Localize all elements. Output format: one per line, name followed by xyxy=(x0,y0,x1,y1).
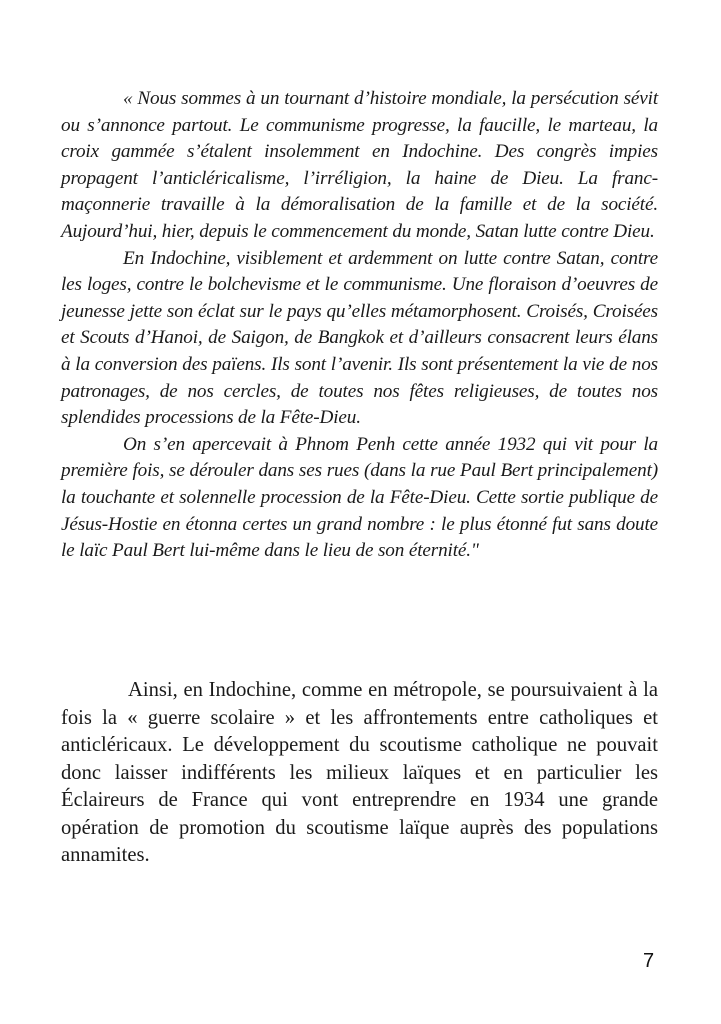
body-text-block xyxy=(61,677,658,870)
quote-paragraph-3: On s’en apercevait à Phnom Penh cette année 1932 qui vit pour la première fois, se dérouler dans ses rues (dans la rue Paul Bert principalement) la touchante et solennelle procession de la Fête-Dieu. Cette sortie publique de Jésus-Hostie en étonna certes un grand nombre : le plus étonné fut sans doute le laïc Paul Bert lui-même dans le lieu de son éternité." xyxy=(61,433,658,562)
quotation-block xyxy=(61,86,658,565)
quote-paragraph-1: « Nous sommes à un tournant d’histoire mondiale, la persécution sévit ou s’annonce partout. Le communisme progresse, la faucille, le marteau, la croix gammée s’étalent insolemment en Indochine. Des congrès impies propagent l’anticléricalisme, l’irréligion, la haine de Dieu. La franc-maçonnerie travaille à la démoralisation de la famille et de la société. Aujourd’hui, hier, depuis le commencement du monde, Satan lutte contre Dieu. xyxy=(61,88,658,242)
body-paragraph-1: Ainsi, en Indochine, comme en métropole, se poursuivaient à la fois la « guerre scolaire » et les affrontements entre catholiques et anticléricaux. Le développement du scoutisme catholique ne pouvait donc laisser indifférents les milieux laïques et en particulier les Éclaireurs de France qui vont entreprendre en 1934 une grande opération de promotion du scoutisme laïque auprès des populations annamites. xyxy=(61,679,658,866)
quote-paragraph-2: En Indochine, visiblement et ardemment on lutte contre Satan, contre les loges, contre le bolchevisme et le communisme. Une floraison d’oeuvres de jeunesse jette son éclat sur le pays qu’elles métamorphosent. Croisés, Croisées et Scouts d’Hanoi, de Saigon, de Bangkok et d’ailleurs consacrent leurs élans à la conversion des païens. Ils sont l’avenir. Ils sont présentement la vie de nos patronages, de nos cercles, de toutes nos fêtes religieuses, de toutes nos splendides processions de la Fête-Dieu. xyxy=(61,247,658,429)
page-number: 7 xyxy=(643,950,655,972)
